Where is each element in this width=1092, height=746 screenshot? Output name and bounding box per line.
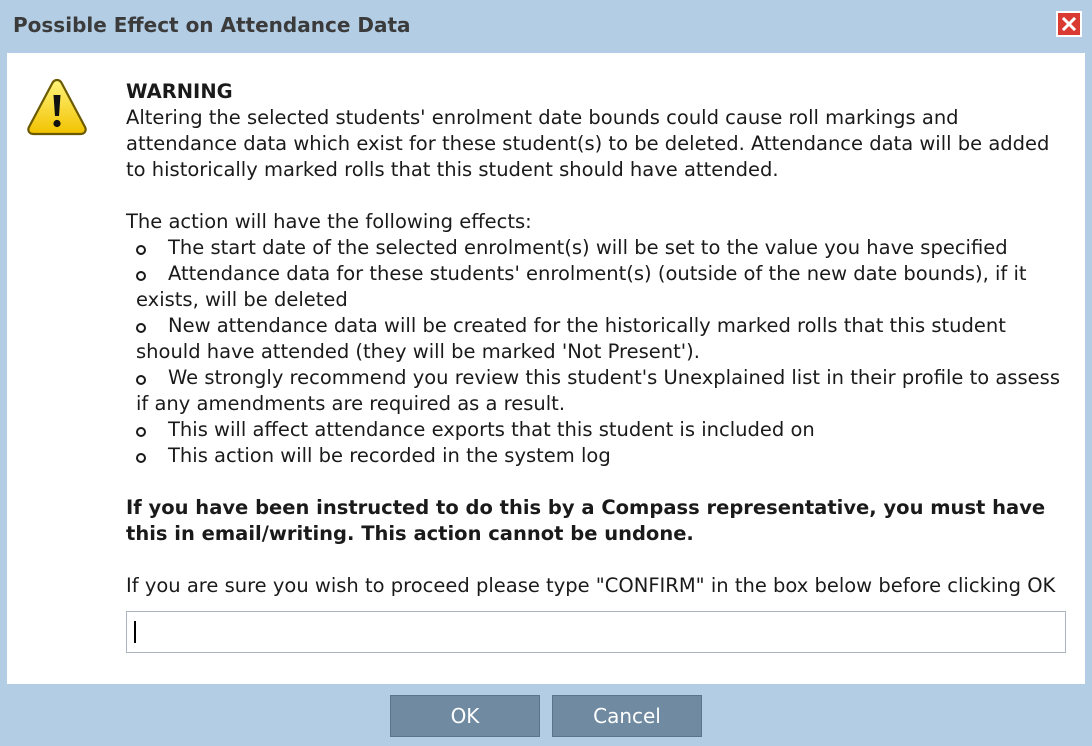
list-item: This action will be recorded in the system log: [136, 443, 1074, 469]
text-caret: [134, 621, 136, 643]
close-button[interactable]: [1056, 11, 1082, 37]
list-item: Attendance data for these students' enrolment(s) (outside of the new date bounds), if it exists, will be deleted: [136, 261, 1074, 313]
dialog-title: Possible Effect on Attendance Data: [13, 13, 411, 37]
list-item: This will affect attendance exports that this student is included on: [136, 417, 1074, 443]
dialog-content: [7, 53, 1085, 684]
effects-heading: The action will have the following effects:: [126, 210, 532, 233]
warning-intro: Altering the selected students' enrolment date bounds could cause roll markings and attendance data which exist for these student(s) to be deleted. Attendance data will be added to historically marked rolls that this student should have attended.: [126, 106, 1050, 181]
list-item: We strongly recommend you review this student's Unexplained list in their profile to assess if any amendments are required as a result.: [136, 365, 1074, 417]
effects-list: [126, 235, 1074, 469]
warning-heading: WARNING: [126, 80, 233, 103]
ok-button[interactable]: OK: [390, 695, 540, 737]
list-item: New attendance data will be created for the historically marked rolls that this student should have attended (they will be marked 'Not Present').: [136, 313, 1074, 365]
dialog-titlebar[interactable]: [0, 0, 1092, 53]
close-icon: [1061, 16, 1077, 32]
confirm-instruction: If you are sure you wish to proceed please type "CONFIRM" in the box below before clicking OK: [126, 574, 1056, 597]
confirm-input[interactable]: [126, 611, 1066, 653]
dialog-body: [126, 79, 1074, 599]
list-item: The start date of the selected enrolment(s) will be set to the value you have specified: [136, 235, 1074, 261]
warning-icon: [26, 77, 88, 137]
compass-representative-note: If you have been instructed to do this by a Compass representative, you must have this in email/writing. This action cannot be undone.: [126, 496, 1046, 545]
cancel-button[interactable]: Cancel: [552, 695, 702, 737]
